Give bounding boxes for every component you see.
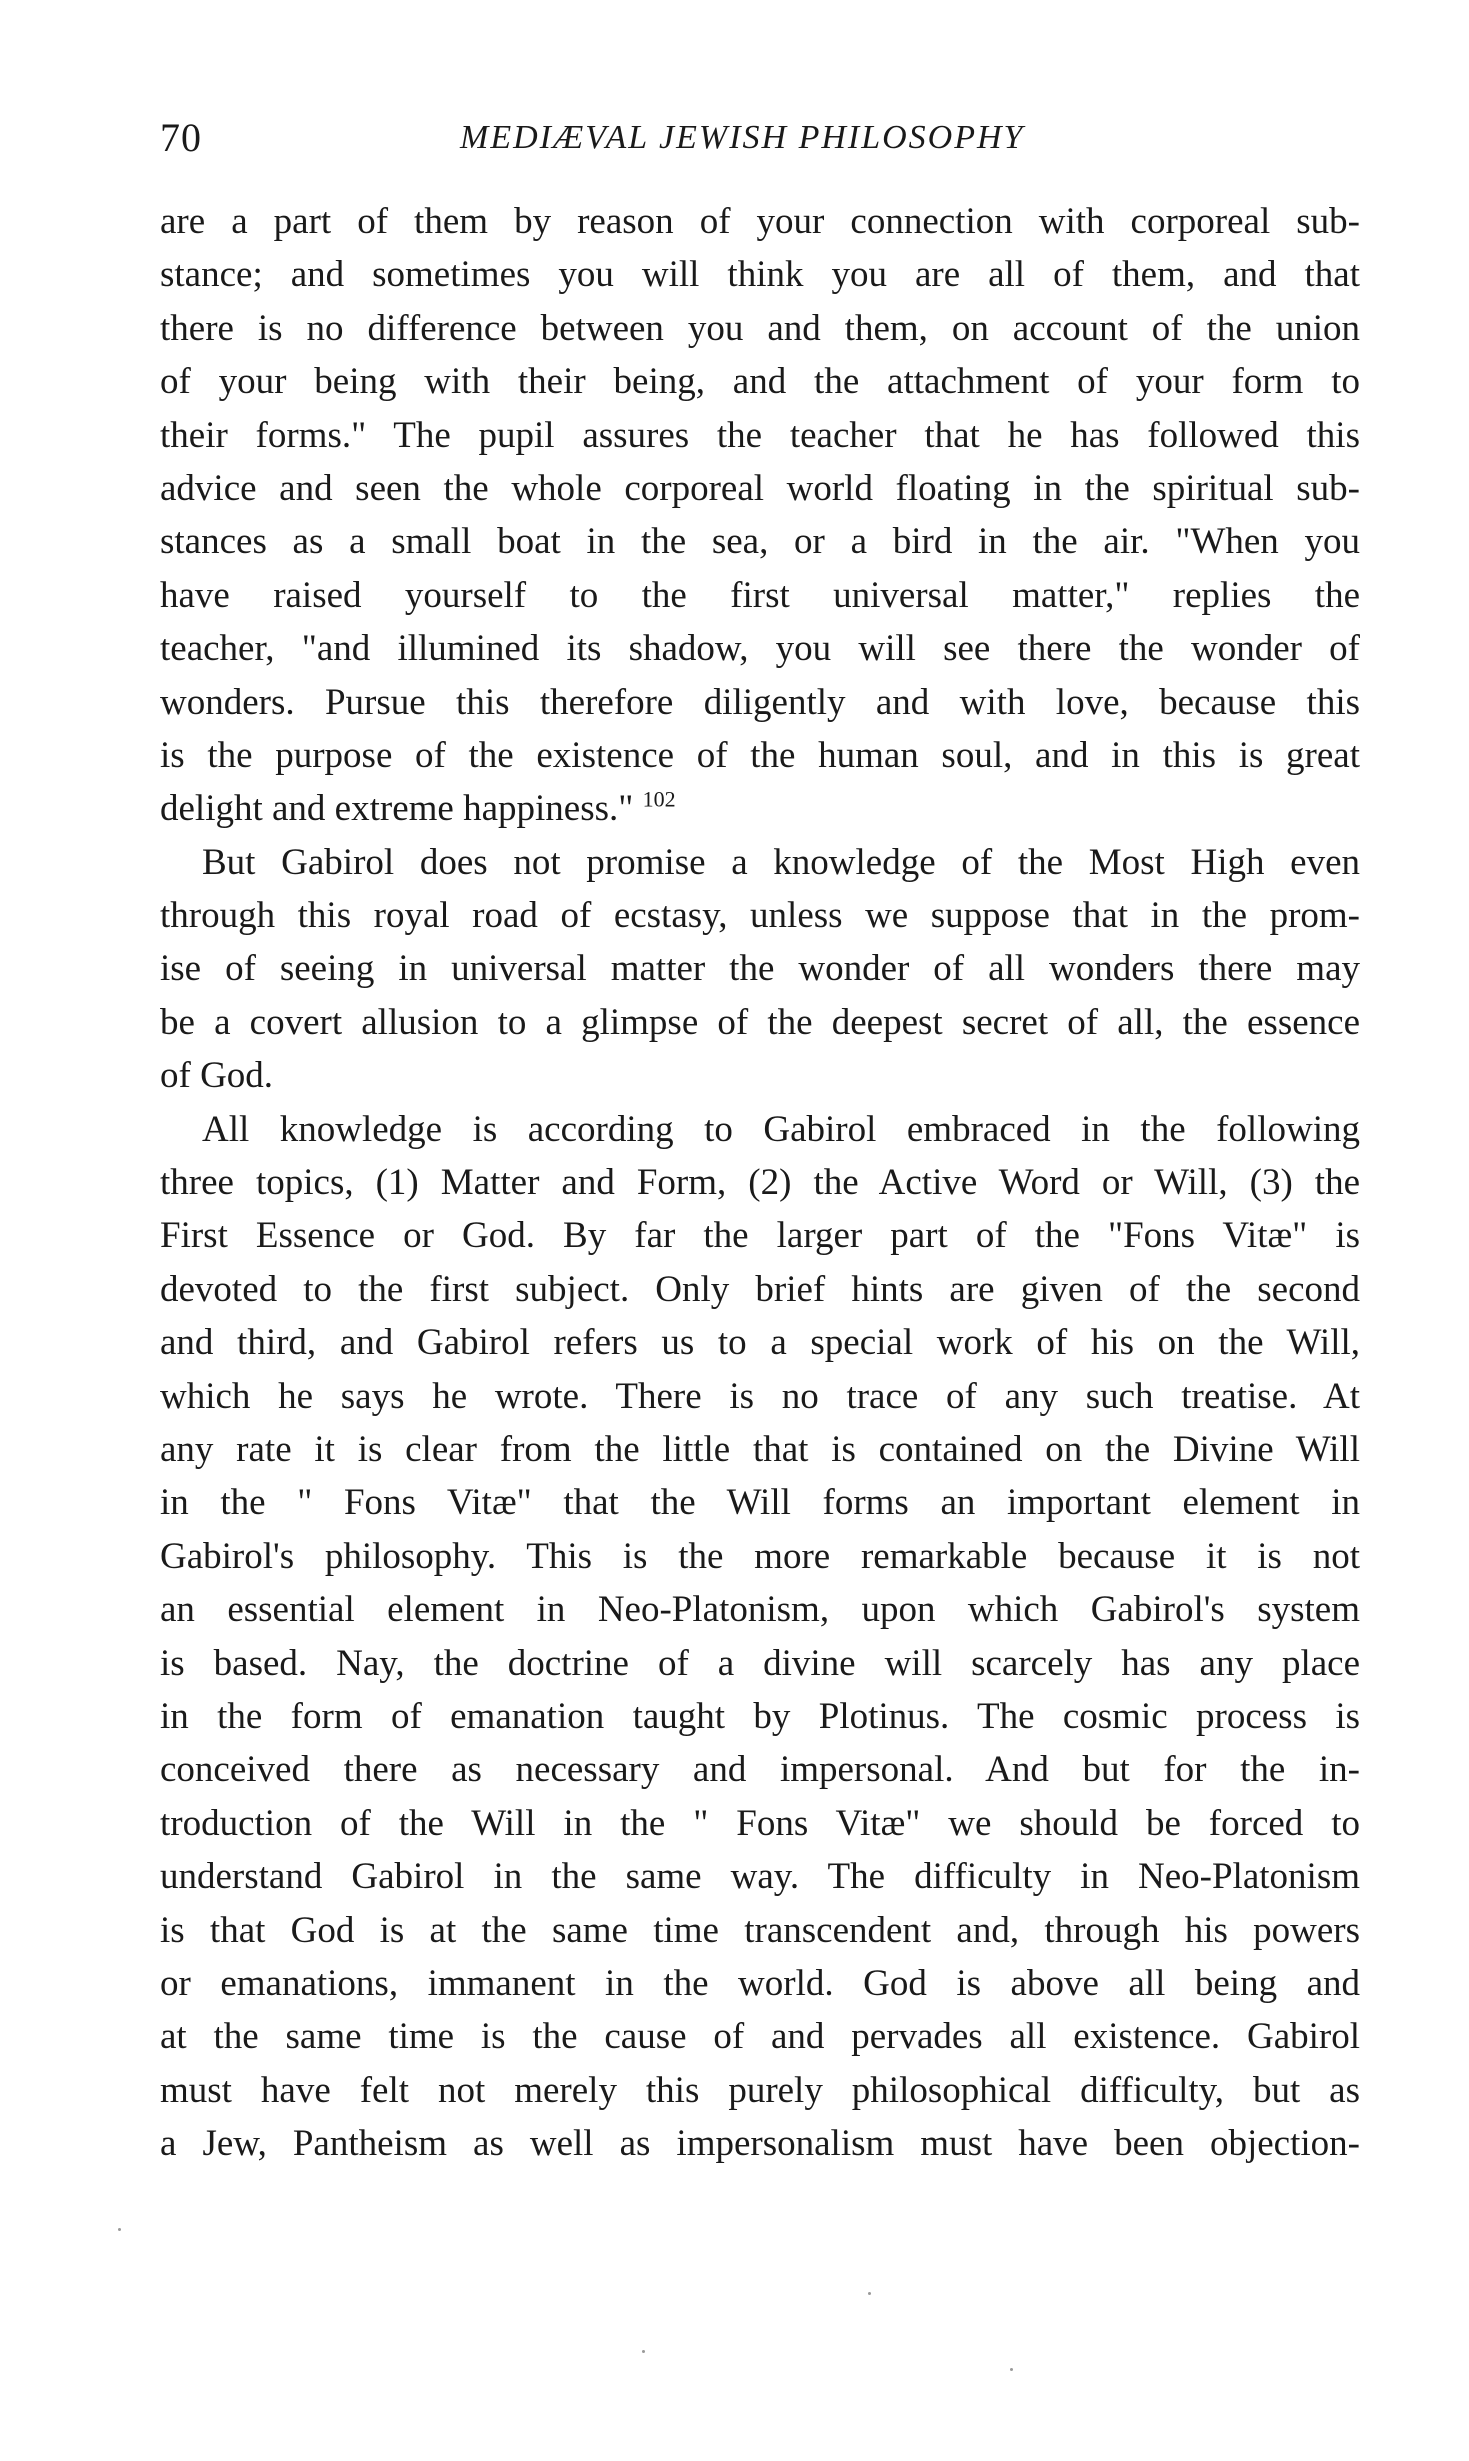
text-line: troduction of the Will in the " Fons Vitæ" we should be forced to [160, 1802, 1360, 1844]
scan-speck [118, 2228, 121, 2231]
text-line: is the purpose of the existence of the human soul, and in this is great [160, 734, 1360, 776]
page-header [160, 108, 1360, 168]
text-line: or emanations, immanent in the world. God is above all being and [160, 1962, 1360, 2004]
footnote-reference: 102 [642, 786, 676, 812]
text-line: there is no difference between you and them, on account of the union [160, 307, 1360, 349]
scan-speck [868, 2292, 871, 2295]
text-line: in the form of emanation taught by Plotinus. The cosmic process is [160, 1695, 1360, 1737]
text-line: teacher, "and illumined its shadow, you will see there the wonder of [160, 628, 1360, 670]
page-number: 70 [160, 115, 202, 160]
text-line: is based. Nay, the doctrine of a divine will scarcely has any place [160, 1642, 1360, 1684]
text-line: three topics, (1) Matter and Form, (2) the Active Word or Will, (3) the [160, 1162, 1360, 1204]
text-line: Gabirol's philosophy. This is the more remarkable because it is not [160, 1535, 1360, 1577]
text-line: an essential element in Neo-Platonism, upon which Gabirol's system [160, 1589, 1360, 1631]
text-line: and third, and Gabirol refers us to a special work of his on the Will, [160, 1322, 1360, 1364]
text-line: through this royal road of ecstasy, unless we suppose that in the prom- [160, 895, 1360, 937]
scan-speck [1010, 2368, 1013, 2371]
text-line: in the " Fons Vitæ" that the Will forms an important element in [160, 1482, 1360, 1524]
text-line: conceived there as necessary and impersonal. And but for the in- [160, 1749, 1360, 1791]
text-line: ise of seeing in universal matter the wonder of all wonders there may [160, 948, 1360, 990]
body-text [160, 195, 1360, 2170]
text-line: is that God is at the same time transcendent and, through his powers [160, 1909, 1360, 1951]
text-line: must have felt not merely this purely philosophical difficulty, but as [160, 2069, 1360, 2111]
text-line: of your being with their being, and the attachment of your form to [160, 361, 1360, 403]
text-line: wonders. Pursue this therefore diligently and with love, because this [160, 681, 1360, 723]
running-head: MEDIÆVAL JEWISH PHILOSOPHY [460, 119, 1025, 156]
text-line [160, 782, 1360, 835]
text-line: devoted to the first subject. Only brief hints are given of the second [160, 1268, 1360, 1310]
text-line: their forms." The pupil assures the teacher that he has followed this [160, 414, 1360, 456]
text-line: stance; and sometimes you will think you are all of them, and that [160, 254, 1360, 296]
text-line: which he says he wrote. There is no trace of any such treatise. At [160, 1375, 1360, 1417]
text-line: stances as a small boat in the sea, or a bird in the air. "When you [160, 521, 1360, 563]
text-line: advice and seen the whole corporeal world floating in the spiritual sub- [160, 467, 1360, 509]
text-line: any rate it is clear from the little that is contained on the Divine Will [160, 1428, 1360, 1470]
text-line: But Gabirol does not promise a knowledge of the Most High even [202, 841, 1360, 883]
text-line: at the same time is the cause of and pervades all existence. Gabirol [160, 2016, 1360, 2058]
text-line: have raised yourself to the first universal matter," replies the [160, 574, 1360, 616]
text-line: First Essence or God. By far the larger part of the "Fons Vitæ" is [160, 1215, 1360, 1257]
text-line: understand Gabirol in the same way. The difficulty in Neo-Platonism [160, 1856, 1360, 1898]
text-line-content: delight and extreme happiness." [160, 788, 634, 830]
text-line: All knowledge is according to Gabirol embraced in the following [202, 1108, 1360, 1150]
text-line: are a part of them by reason of your connection with corporeal sub- [160, 201, 1360, 242]
text-line: be a covert allusion to a glimpse of the deepest secret of all, the essence [160, 1001, 1360, 1043]
text-line: a Jew, Pantheism as well as impersonalism must have been objection- [160, 2123, 1360, 2165]
scan-speck [642, 2350, 645, 2353]
text-line: of God. [160, 1055, 274, 1097]
